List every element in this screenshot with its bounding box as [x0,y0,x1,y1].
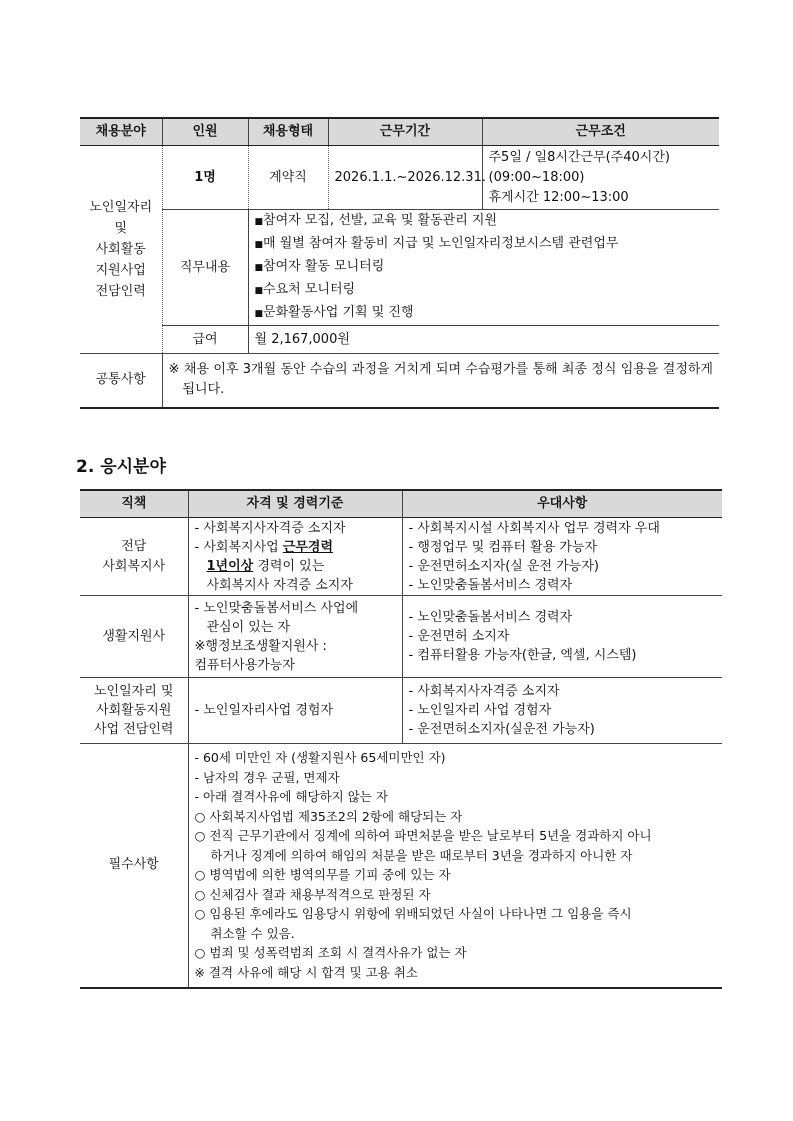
qual-highlight: 근무경력 [282,539,334,555]
list-item: - 사회복지사자격증 소지자 [408,684,560,699]
duties-cell [248,210,719,326]
section-title: 2. 응시분야 [76,457,166,477]
list-item: - 남자의 경우 군필, 면제자 [194,769,340,785]
table-row [80,596,722,678]
duty-list [255,210,714,325]
condition-line: 휴게시간 12:00~13:00 [488,189,629,205]
qual-line: 관심이 있는 자 [206,619,291,635]
duty-item: ■ 매 월별 참여자 활동비 지급 및 노인일자리정보시스템 관련업무 [255,233,714,256]
required-label: 필수사항 [80,744,188,988]
application-header-row [80,490,722,518]
qual-highlight: 1년이상 [206,558,254,574]
header-position: 직책 [80,490,188,518]
duty-label: 직무내용 [162,210,248,326]
duty-item: ■ 참여자 모집, 선발, 교육 및 활동관리 지원 [255,210,714,233]
field-line: 전담인력 [95,284,146,299]
field-line: 노인일자리 [89,200,153,215]
preference-list [409,519,717,595]
qual-line: - 사회복지사자격증 소지자 [194,520,346,536]
header-employment-type: 채용형태 [248,118,328,146]
employment-type-value: 계약직 [248,146,328,210]
list-item: ○ 신체검사 결과 채용부적격으로 판정된 자 [194,886,431,902]
salary-label: 급여 [162,326,248,354]
condition-line: 주5일 / 일8시간근무(주40시간) [488,149,670,165]
qual-text: - 사회복지사업 [194,539,283,555]
qual-line: ※행정보조생활지원사 : [194,638,327,654]
list-item: ○ 사회복지사업법 제35조2의 2항에 해당되는 자 [194,808,463,824]
list-item: - 60세 미만인 자 (생활지원사 65세미만인 자) [194,750,446,766]
qual-line [195,538,396,557]
position-line: 사업 전담인력 [94,722,174,737]
list-item: - 행정업무 및 컴퓨터 활용 가능자 [408,539,598,555]
position-cell [80,678,188,744]
duties-row [80,210,719,326]
header-headcount: 인원 [162,118,248,146]
common-note: ※ 채용 이후 3개월 동안 수습의 과정을 거치게 되며 수습평가를 통해 최종 정식 임용을 결정하게 됩니다. [168,362,713,398]
required-list [195,748,717,982]
recruitment-table [80,117,719,409]
qual-line [195,557,396,576]
list-item: 하거나 징계에 의하여 해임의 처분을 받은 때로부터 3년을 경과하지 아니한 자 [194,847,633,863]
table-row [80,744,722,988]
list-item: - 운전면허 소지자 [408,629,510,644]
duty-item: ■ 문화활동사업 기획 및 진행 [255,302,714,325]
header-field: 채용분야 [80,118,162,146]
list-item: ※ 결격 사유에 해당 시 합격 및 고용 취소 [194,964,418,980]
position-line: 사회활동지원 [96,703,172,718]
position-line: 생활지원사 [102,628,166,644]
preference-list [409,608,717,665]
list-item: - 사회복지시설 사회복지사 업무 경력자 우대 [408,520,660,536]
table-row [80,678,722,744]
list-item: - 운전면허소지자(실 운전 가능자) [408,558,599,574]
application-table [80,489,722,989]
header-preference: 우대사항 [402,490,722,518]
common-text [162,354,719,408]
period-value: 2026.1.1.~2026.12.31. [328,146,482,210]
list-item: ○ 범죄 및 성폭력범죄 조회 시 결격사유가 없는 자 [194,945,467,961]
duty-item: ■ 수요처 모니터링 [255,279,714,302]
position-line: 전담 [121,538,147,554]
recruitment-main-row [80,146,719,210]
qual-line: - 노인일자리사업 경험자 [194,702,334,718]
list-item: ○ 임용된 후에라도 임용당시 위항에 위배되었던 사실이 나타나면 그 임용을 즉시 [194,906,632,922]
qual-line: 컴퓨터사용가능자 [194,657,295,673]
table-row [80,518,722,596]
list-item: - 컴퓨터활용 가능자(한글, 엑셀, 시스템) [408,648,637,663]
list-item: - 운전면허소지자(실운전 가능자) [408,722,595,737]
position-cell [80,596,188,678]
position-cell [80,518,188,596]
list-item: ○ 전직 근무기관에서 징계에 의하여 파면처분을 받은 날로부터 5년을 경과하지 아니 [194,828,652,844]
field-line: 지원사업 [95,263,146,278]
qualification-cell [188,596,402,678]
list-item: - 노인일자리 사업 경험자 [408,703,552,718]
preference-cell [402,596,722,678]
preference-list [409,682,717,739]
qualification-cell [188,518,402,596]
common-label: 공통사항 [80,354,162,408]
recruitment-header-row [80,118,719,146]
list-item: 취소할 수 있음. [194,925,295,941]
header-qualification: 자격 및 경력기준 [188,490,402,518]
header-conditions: 근무조건 [482,118,719,146]
required-cell [188,744,722,988]
salary-row [80,326,719,354]
conditions-cell [482,146,719,210]
field-cell [80,146,162,354]
list-item: - 노인맞춤돌봄서비스 경력자 [408,577,573,593]
common-row [80,354,719,408]
condition-line: (09:00~18:00) [488,169,585,185]
field-line: 사회활동 [95,242,146,257]
position-line: 사회복지사 [102,558,166,574]
preference-cell [402,518,722,596]
field-line: 및 [114,221,128,236]
header-period: 근무기간 [328,118,482,146]
duty-item: ■ 참여자 활동 모니터링 [255,256,714,279]
qual-text: 경력이 있는 [253,558,325,574]
preference-cell [402,678,722,744]
list-item: - 노인맞춤돌봄서비스 경력자 [408,610,573,625]
qual-line: - 노인맞춤돌봄서비스 사업에 [194,600,359,616]
qual-line: 사회복지사 자격증 소지자 [206,577,353,593]
headcount-value: 1명 [162,146,248,210]
qualification-cell [188,678,402,744]
list-item: ○ 병역법에 의한 병역의무를 기피 중에 있는 자 [194,867,451,883]
salary-value: 월 2,167,000원 [248,326,719,354]
position-line: 노인일자리 및 [94,684,174,699]
list-item: - 아래 결격사유에 해당하지 않는 자 [194,789,388,805]
